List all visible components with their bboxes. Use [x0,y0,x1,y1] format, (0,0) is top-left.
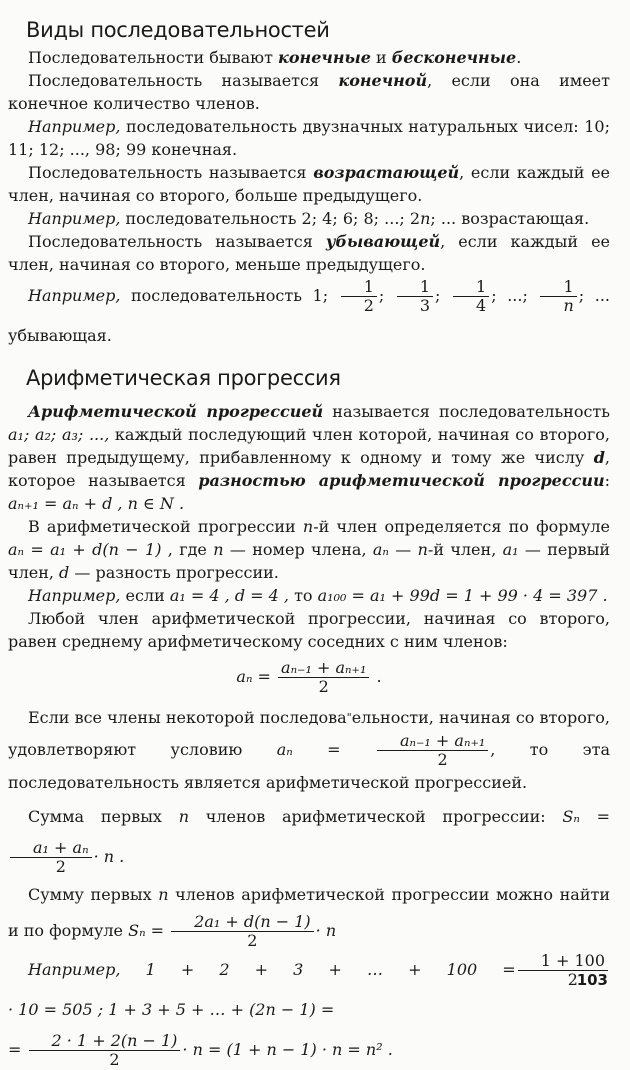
term-infinite: бесконечные [391,48,517,67]
paragraph-sum-alt: Сумму первых n членов арифметической прогрессии можно найти и по формуле Sₙ = $\frac{\text{2a₁ + d(n − 1)}}{2}$ · n [8,885,610,950]
text: каждый последующий член которой, начиная со второго, равен предыдущему, прибавленному к одному и тому же числу [8,425,610,467]
paragraph-increasing [8,161,610,207]
paragraph-nth-term: В арифметической прогрессии n-й член определяется по формуле aₙ = a₁ + d(n − 1) , где n — номер члена, aₙ — n-й член, a₁ — первый член, d — разность прогрессии. [8,517,611,582]
text: : [604,471,610,490]
text: ; ... возрастающая. [430,209,590,228]
term: убывающей [325,232,441,251]
text: Последовательности бывают [28,48,279,67]
paragraph-definition [8,400,610,515]
text: и [370,48,392,67]
page-number: 103 [576,971,608,989]
term: Арифметической прогрессией [28,402,324,421]
example-label: Например, [28,286,121,305]
heading-sequence-types: Виды последовательностей [26,18,330,42]
formula: aₙ₊₁ = aₙ + d , [8,494,123,513]
term-finite: конечные [278,48,371,67]
example-label: Например, [28,117,121,136]
example-label: Например, [28,586,121,605]
paragraph-sum: Сумма первых n членов арифметической прогрессии: Sₙ = $\frac{\text{a₁ + aₙ}}{2}$ · n . [8,797,610,877]
text: Последовательность называется [28,232,326,251]
text: , если каждый ее член, начиная со второго, больше предыдущего. [8,163,611,205]
formula: n ∈ N . [122,494,185,513]
text: , которое называется [8,448,610,490]
formula-mean: aₙ = $\frac{\text{aₙ₋₁ + aₙ₊₁}}{2}$ . [236,658,382,696]
paragraph-example-nth: Например, если a₁ = 4 , d = 4 , то a₁₀₀ = a₁ + 99d = 1 + 99 · 4 = 397 . [28,586,608,605]
fraction: $\frac{1}{3}$ [397,278,433,315]
paragraph-example-finite [8,115,610,161]
term: конечной [338,71,428,90]
term: возрастающей [313,163,460,182]
text: , если она имеет конечное количество членов. [8,71,610,113]
paragraph-kinds [8,46,610,69]
paragraph-example-decreasing: Например, последовательность 1; $\frac{1}{2}$ ; $\frac{1}{3}$ ; $\frac{1}{4}$ ; ...; $\frac{1}{n}$ ; ... убывающая. [8,277,610,345]
text: последовательность двузначных натуральных чисел: 10; 11; 12; ..., 98; 99 конечная. [8,117,610,159]
example-label: Например, [28,209,121,228]
formula: a₁₀₀ = a₁ + 99d = 1 + 99 · 4 = 397 . [317,586,608,605]
paragraph-converse: Если все члены некоторой последова"ельности, начиная со второго, удовлетворяют условию aₙ = $\frac{\text{aₙ₋₁ + aₙ₊₁}}{2}$ , то эта последовательность является арифметической прогрессией. [8,708,611,792]
paragraph-finite [8,69,610,115]
fraction: $\frac{1}{n}$ [540,278,576,315]
heading-arithmetic-progression: Арифметическая прогрессия [26,366,341,390]
paragraph-example-increasing [8,207,610,230]
text: последовательность 2; 4; 6; 8; ...; 2 [120,209,421,228]
formula: aₙ = a₁ + d(n − 1) [8,540,162,559]
text: называется последовательность [323,402,610,421]
text: Последовательность называется [28,71,339,90]
paragraph-mean-property: Любой член арифметической прогрессии, начиная со второго, равен среднему арифметическому соседних с ним членов: [8,609,610,651]
var: n [420,209,431,228]
text: последовательность 1; [120,286,329,305]
fraction: $\frac{1}{4}$ [453,278,489,315]
example-label: Например, [28,960,121,979]
text: Последовательность называется [28,163,314,182]
formula: a₁; a₂; a₃; ..., [8,425,110,444]
text: ; ... убывающая. [8,286,610,345]
term: разностью арифметической прогрессии [198,471,605,490]
formula: a₁ = 4 , d = 4 , [169,586,289,605]
text: , если каждый ее член, начиная со второго, меньше предыдущего. [8,232,611,274]
var: d [593,448,605,467]
text: . [516,48,522,67]
text: ; ...; [491,286,539,305]
paragraph-example-sum: Например, 1 + 2 + 3 + … + 100 = $\frac{1 + 100}{2}$ · 10 = 505 ; 1 + 3 + 5 + … + (2n − 1) = = $\frac{2 \cdot 1 + 2(n - 1)}{2}$ · n = (1 + n − 1) · n = n² . [8,950,610,1070]
paragraph-decreasing [8,230,610,276]
fraction: $\frac{1}{2}$ [341,278,377,315]
